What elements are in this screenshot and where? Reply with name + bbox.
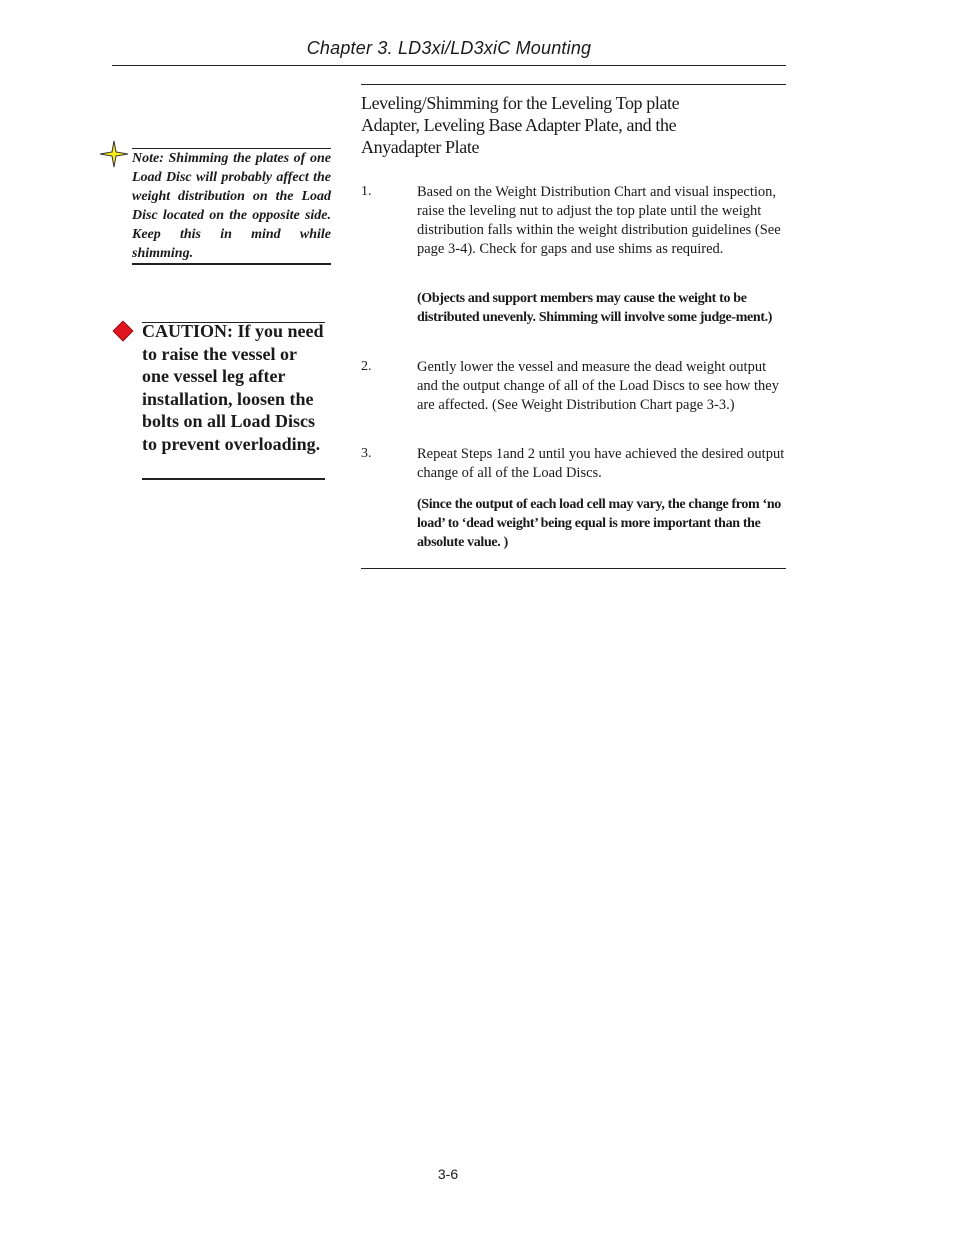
red-diamond-icon: [112, 320, 134, 342]
section-title: Leveling/Shimming for the Leveling Top plate Adapter, Leveling Base Adapter Plate, and the Anyadapter Plate: [361, 93, 680, 157]
note-bottom-rule: [132, 263, 331, 265]
page-number: 3-6: [437, 1166, 459, 1182]
step-1-number: 1.: [361, 184, 372, 199]
shimming-note: Note: Shimming the plates of one Load Disc will probably affect the weight distribution on the Load Disc located on the opposite side. Keep this in mind while shimming.: [132, 151, 331, 261]
step-3-number: 3.: [361, 446, 372, 461]
caution-text: CAUTION: If you need to raise the vessel or one vessel leg after installation, loosen the bolts on all Load Discs to prevent overloading.: [142, 321, 324, 454]
caution-bottom-rule: [142, 478, 325, 480]
step-2-number: 2.: [361, 359, 372, 374]
section-top-rule: [361, 84, 786, 85]
step-1-text: Based on the Weight Distribution Chart and visual inspection, raise the leveling nut to adjust the top plate until the weight distribution falls within the weight distribution guidelines (See page 3-4). Check for gaps and use shims as required.: [417, 184, 781, 257]
chapter-header: Chapter 3. LD3xi/LD3xiC Mounting: [306, 38, 592, 58]
step-2-text: Gently lower the vessel and measure the dead weight output and the output change of all of the Load Discs to see how they are affected. (See Weight Distribution Chart page 3-3.): [417, 359, 779, 413]
step-3-note: (Since the output of each load cell may vary, the change from ‘no load’ to ‘dead weight’ being equal is more important than the absolute value. ): [417, 497, 781, 550]
star-icon: [99, 140, 129, 168]
header-divider: [112, 65, 786, 66]
section-bottom-rule: [361, 568, 786, 569]
step-1-note: (Objects and support members may cause the weight to be distributed unevenly. Shimming will involve some judge-ment.): [417, 291, 773, 325]
step-3-text: Repeat Steps 1and 2 until you have achieved the desired output change of all of the Load Discs.: [417, 446, 785, 481]
